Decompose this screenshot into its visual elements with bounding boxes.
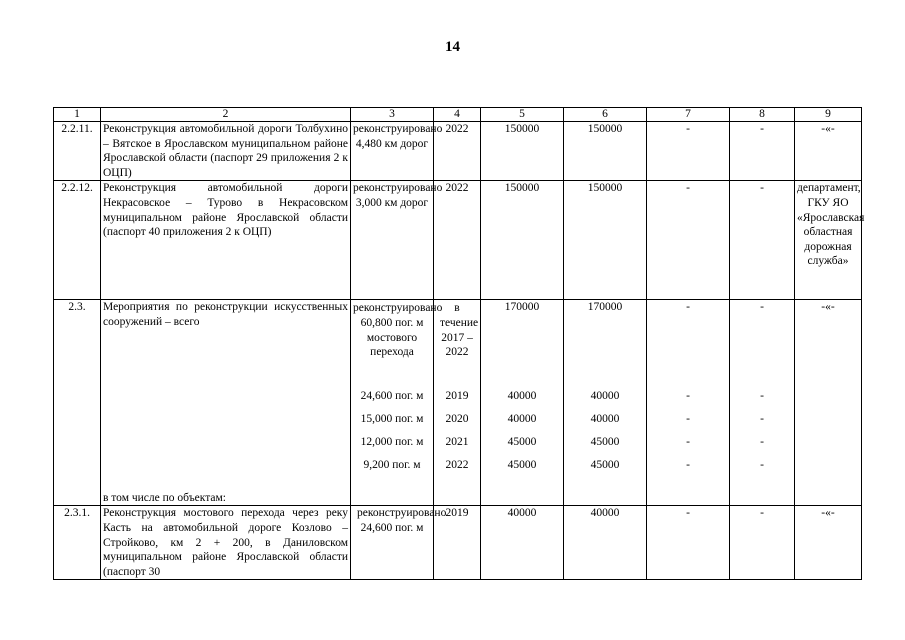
- sub-year: 2019: [445, 390, 469, 403]
- item-result: реконструировано 3,000 км дорог: [351, 181, 434, 300]
- item-col7-cell: [647, 300, 730, 506]
- table-row: [54, 181, 862, 300]
- sub-col5: 40000: [507, 413, 537, 426]
- sub-col8: -: [760, 436, 764, 449]
- table-row: [54, 300, 862, 506]
- page-number: 14: [445, 39, 460, 55]
- item-result-cell: [351, 300, 443, 506]
- header-cell: 3: [351, 108, 434, 122]
- item-executor: -«-: [795, 506, 862, 580]
- item-col7: -: [686, 301, 690, 314]
- item-col8: -: [730, 506, 795, 580]
- item-name: Мероприятия по реконструкции искусственных сооружений – всего: [103, 301, 348, 328]
- item-number: 2.2.12.: [54, 181, 101, 300]
- item-name: Реконструкция автомобильной дороги Некрасовское – Турово в Некрасовском муниципальном районе Ярославской области (паспорт 40 приложения 2 к ОЦП): [101, 181, 351, 300]
- header-cell: 1: [54, 108, 101, 122]
- item-col8: -: [730, 181, 795, 300]
- item-col5: 150000: [481, 122, 564, 181]
- item-col8: -: [760, 301, 764, 314]
- sub-col7: -: [686, 390, 690, 403]
- item-year-cell: [434, 300, 481, 506]
- header-cell: 5: [481, 108, 564, 122]
- item-executor: -«-: [795, 122, 862, 181]
- item-name-cell: [101, 300, 351, 506]
- sub-col6: 45000: [590, 459, 620, 472]
- item-year: 2019: [434, 506, 481, 580]
- item-name: Реконструкция мостового перехода через реку Касть на автомобильной дороге Козлово – Стройково, км 2 + 200, в Даниловском муниципальном районе Ярославской области (паспорт 30: [101, 506, 351, 580]
- header-cell: 7: [647, 108, 730, 122]
- program-table: [53, 107, 865, 580]
- item-col6: 150000: [564, 122, 647, 181]
- sub-result: 9,200 пог. м: [363, 459, 421, 472]
- sub-col8: -: [760, 459, 764, 472]
- item-col6: 170000: [587, 301, 623, 314]
- item-number: 2.3.: [54, 300, 101, 506]
- item-number: 2.3.1.: [54, 506, 101, 580]
- item-result: реконструировано 24,600 пог. м: [351, 506, 434, 580]
- item-executor: -«-: [795, 300, 862, 506]
- sub-col6: 40000: [590, 390, 620, 403]
- sub-year: 2021: [445, 436, 469, 449]
- item-col5: 150000: [481, 181, 564, 300]
- item-col8: -: [730, 122, 795, 181]
- item-col6-cell: [564, 300, 647, 506]
- item-col8-cell: [730, 300, 795, 506]
- item-name: Реконструкция автомобильной дороги Толбухино – Вятское в Ярославском муниципальном районе Ярославской области (паспорт 29 приложения 2 к ОЦП): [101, 122, 351, 181]
- item-col6: 40000: [564, 506, 647, 580]
- header-cell: 9: [795, 108, 862, 122]
- item-result: реконструировано 60,800 пог. м мостового перехода: [353, 302, 443, 359]
- sub-year: 2020: [445, 413, 469, 426]
- header-cell: 4: [434, 108, 481, 122]
- item-col7: -: [647, 122, 730, 181]
- sub-result: 12,000 пог. м: [360, 436, 424, 449]
- item-number: 2.2.11.: [54, 122, 101, 181]
- item-col5: 170000: [504, 301, 540, 314]
- table-row: [54, 122, 862, 181]
- sub-col6: 45000: [590, 436, 620, 449]
- sub-col5: 45000: [507, 436, 537, 449]
- sub-col5: 40000: [507, 390, 537, 403]
- item-col7: -: [647, 181, 730, 300]
- header-cell: 2: [101, 108, 351, 122]
- sub-col6: 40000: [590, 413, 620, 426]
- sub-col8: -: [760, 413, 764, 426]
- item-result: реконструировано 4,480 км дорог: [351, 122, 434, 181]
- item-year: в течение 2017 – 2022: [440, 302, 479, 359]
- sub-col8: -: [760, 390, 764, 403]
- header-cell: 8: [730, 108, 795, 122]
- item-year: 2022: [434, 122, 481, 181]
- sub-result: 15,000 пог. м: [360, 413, 424, 426]
- sub-col7: -: [686, 459, 690, 472]
- header-cell: 6: [564, 108, 647, 122]
- item-year: 2022: [434, 181, 481, 300]
- sub-col5: 45000: [507, 459, 537, 472]
- item-col5-cell: [481, 300, 564, 506]
- table-row: [54, 506, 862, 580]
- sub-result: 24,600 пог. м: [360, 390, 424, 403]
- sub-year: 2022: [445, 459, 469, 472]
- item-col6: 150000: [564, 181, 647, 300]
- header-row: [54, 108, 862, 122]
- item-executor: департамент, ГКУ ЯО «Ярославская областная дорожная служба»: [795, 181, 862, 300]
- sub-col7: -: [686, 436, 690, 449]
- item-name-sub: в том числе по объектам:: [103, 491, 226, 504]
- sub-col7: -: [686, 413, 690, 426]
- item-col7: -: [647, 506, 730, 580]
- item-col5: 40000: [481, 506, 564, 580]
